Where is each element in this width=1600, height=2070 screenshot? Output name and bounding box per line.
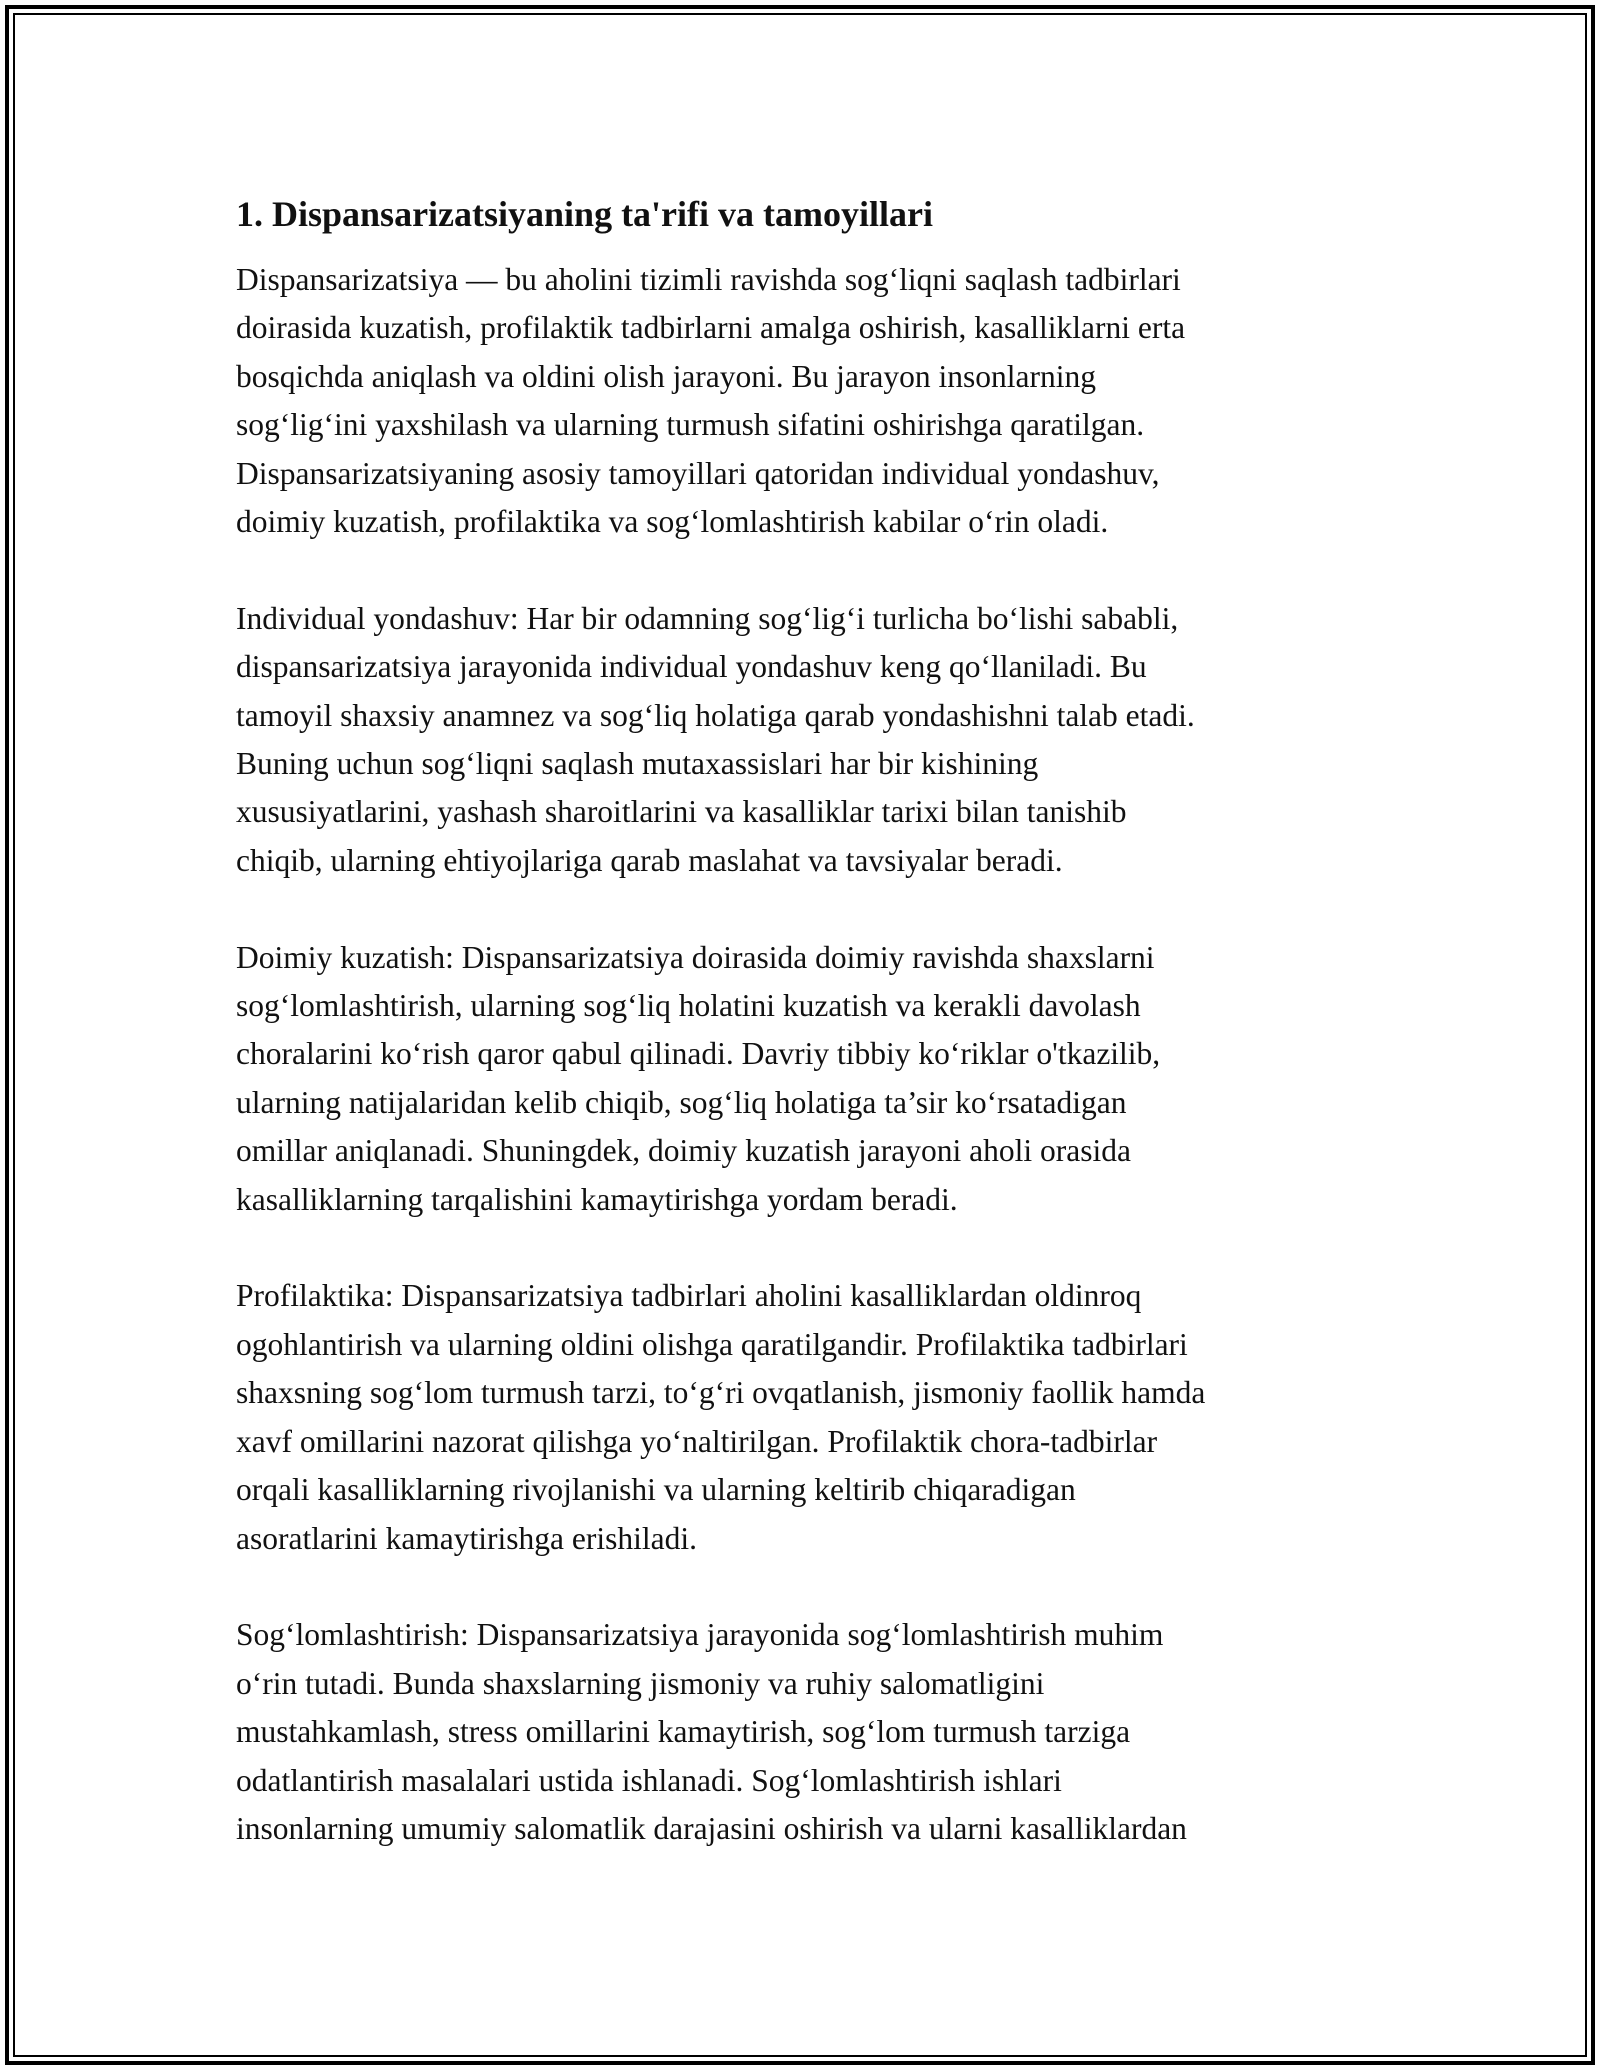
text-line: mustahkamlash, stress omillarini kamaytirish, sog‘lom turmush tarziga — [236, 1714, 1131, 1750]
text-line: Dispansarizatsiya — bu aholini tizimli ravishda sog‘liqni saqlash tadbirlari — [236, 262, 1181, 297]
text-line: odatlantirish masalalari ustida ishlanadi. Sog‘lomlashtirish ishlari — [236, 1762, 1062, 1798]
text-line: o‘rin tutadi. Bunda shaxslarning jismoniy va ruhiy salomatligini — [236, 1665, 1045, 1701]
text-line: sog‘lomlashtirish, ularning sog‘liq holatini kuzatish va kerakli davolash — [236, 988, 1141, 1024]
text-line: asoratlarini kamaytirishga erishiladi. — [236, 1520, 697, 1556]
text-line: shaxsning sog‘lom turmush tarzi, to‘g‘ri ovqatlanish, jismoniy faollik hamda — [236, 1375, 1206, 1411]
paragraph-individual-approach — [236, 595, 1386, 885]
text-line: Sog‘lomlashtirish: Dispansarizatsiya jarayonida sog‘lomlashtirish muhim — [236, 1617, 1164, 1653]
text-line: ularning natijalaridan kelib chiqib, sog‘liq holatiga ta’sir ko‘rsatadigan — [236, 1084, 1127, 1120]
paragraph-definition — [236, 256, 1386, 546]
text-line: Profilaktika: Dispansarizatsiya tadbirlari aholini kasalliklardan oldinroq — [236, 1278, 1142, 1314]
text-line: choralarini ko‘rish qaror qabul qilinadi. Davriy tibbiy ko‘riklar o'tkazilib, — [236, 1036, 1161, 1072]
text-line: chiqib, ularning ehtiyojlariga qarab maslahat va tavsiyalar beradi. — [236, 842, 1063, 878]
text-line: Individual yondashuv: Har bir odamning sog‘lig‘i turlicha bo‘lishi sababli, — [236, 600, 1179, 636]
text-line: xavf omillarini nazorat qilishga yo‘naltirilgan. Profilaktik chora-tadbirlar — [236, 1423, 1158, 1459]
paragraph-prophylaxis — [236, 1272, 1386, 1562]
paragraph-constant-monitoring — [236, 934, 1386, 1224]
text-line: Doimiy kuzatish: Dispansarizatsiya doirasida doimiy ravishda shaxslarni — [236, 939, 1155, 975]
text-line: xususiyatlarini, yashash sharoitlarini va kasalliklar tarixi bilan tanishib — [236, 794, 1127, 830]
text-line: Dispansarizatsiyaning asosiy tamoyillari qatoridan individual yondashuv, — [236, 455, 1160, 491]
text-line: doirasida kuzatish, profilaktik tadbirlarni amalga oshirish, kasalliklarni erta — [236, 310, 1186, 346]
text-line: bosqichda aniqlash va oldini olish jarayoni. Bu jarayon insonlarning — [236, 358, 1096, 394]
text-line: doimiy kuzatish, profilaktika va sog‘lomlashtirish kabilar o‘rin oladi. — [236, 504, 1109, 540]
text-line: insonlarning umumiy salomatlik darajasini oshirish va ularni kasalliklardan — [236, 1810, 1187, 1846]
text-line: ogohlantirish va ularning oldini olishga qaratilgandir. Profilaktika tadbirlari — [236, 1326, 1188, 1362]
text-line: orqali kasalliklarning rivojlanishi va ularning keltirib chiqaradigan — [236, 1472, 1076, 1508]
text-line: Buning uchun sog‘liqni saqlash mutaxassislari har bir kishining — [236, 746, 1039, 782]
text-line: dispansarizatsiya jarayonida individual yondashuv keng qo‘llaniladi. Bu — [236, 649, 1147, 685]
document-body — [236, 186, 1386, 1902]
text-line: sog‘lig‘ini yaxshilash va ularning turmush sifatini oshirishga qaratilgan. — [236, 407, 1145, 443]
text-line: omillar aniqlanadi. Shuningdek, doimiy kuzatish jarayoni aholi orasida — [236, 1133, 1131, 1169]
paragraph-health-improvement — [236, 1611, 1386, 1853]
text-line: kasalliklarning tarqalishini kamaytirishga yordam beradi. — [236, 1181, 958, 1217]
section-heading: 1. Dispansarizatsiyaning ta'rifi va tamoyillari — [236, 194, 933, 234]
text-line: tamoyil shaxsiy anamnez va sog‘liq holatiga qarab yondashishni talab etadi. — [236, 697, 1195, 733]
